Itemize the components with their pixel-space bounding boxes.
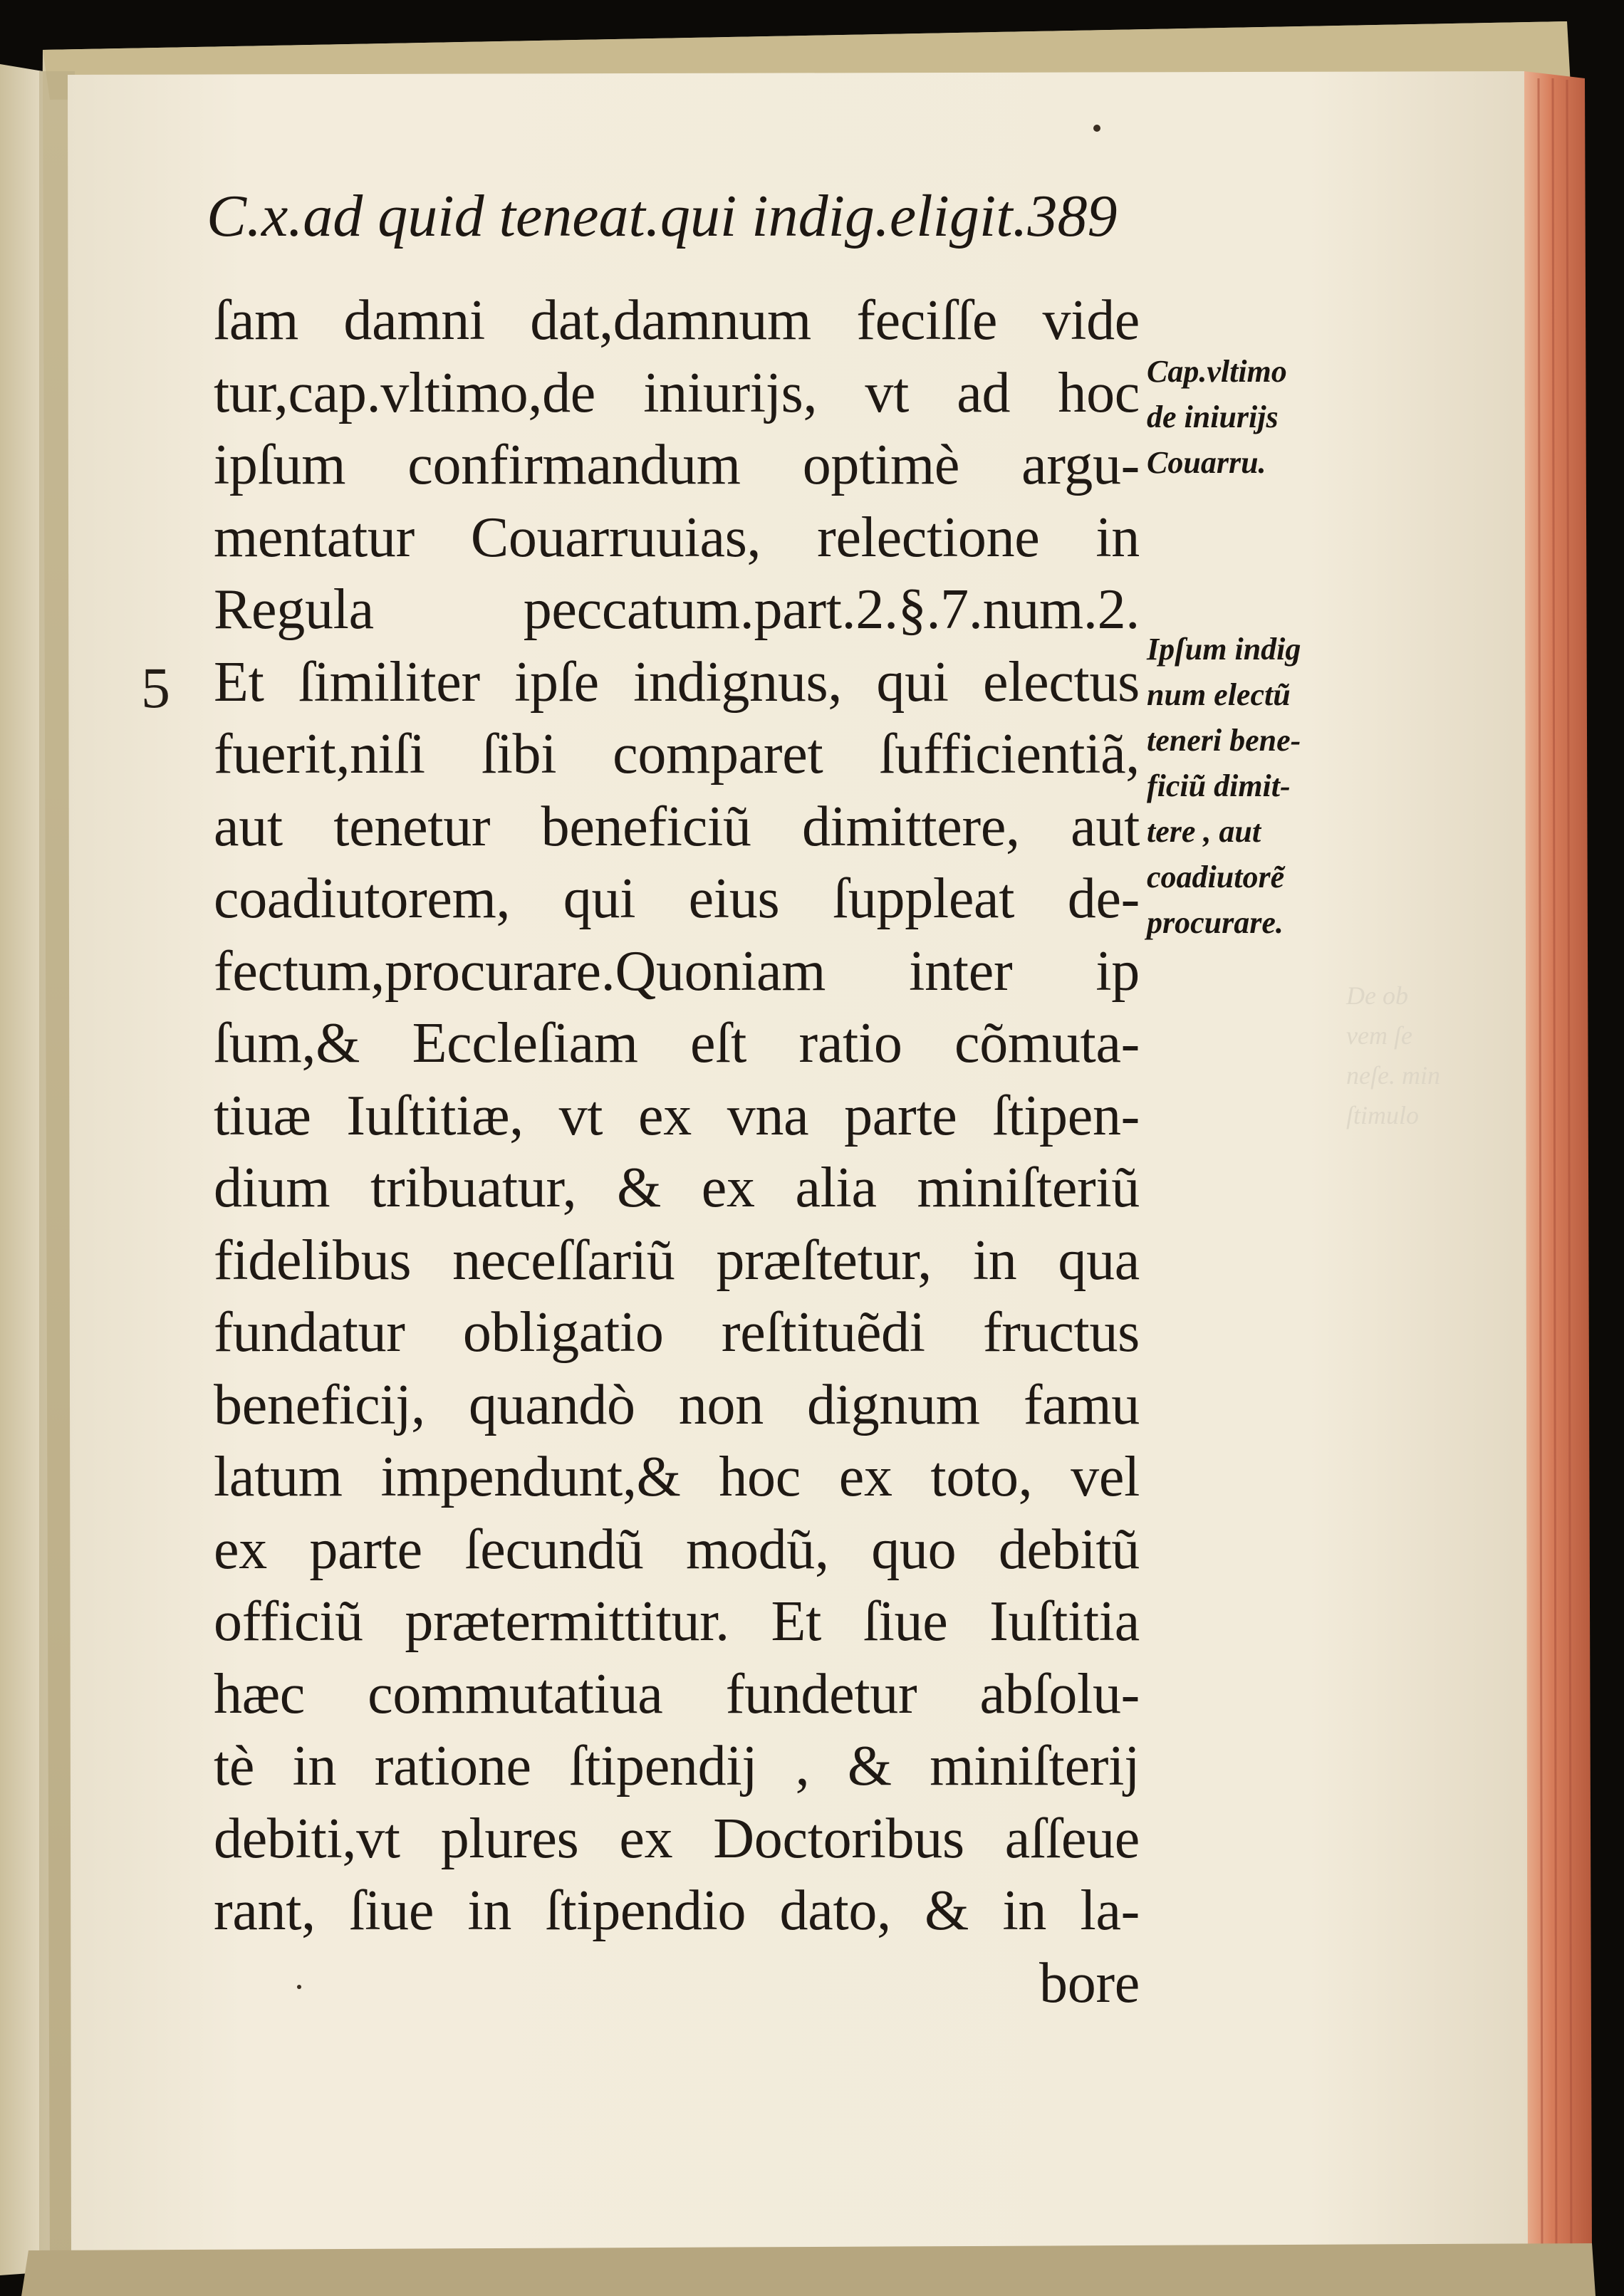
text-line: rant, ſiue in ſtipendio dato, & in la- [214, 1879, 1140, 1942]
text-line: ex parte ſecundũ modũ, quo debitũ [214, 1518, 1140, 1581]
text-line: tur,cap.vltimo,de iniurijs, vt ad hoc [214, 361, 1140, 424]
ink-speck [1093, 125, 1100, 132]
running-head [207, 183, 1118, 249]
text-line: fectum,procurare.Quoniam inter ip [214, 939, 1140, 1003]
margin-note-line: Cap.vltimo [1147, 354, 1287, 389]
show-through-line: ſtimulo [1346, 1101, 1420, 1129]
margin-note-line: num electũ [1147, 677, 1291, 712]
margin-note-line: ficiũ dimit- [1147, 768, 1291, 803]
margin-note [1147, 627, 1382, 946]
text-line: coadiutorem, qui eius ſuppleat de- [214, 867, 1140, 930]
text-line: tiuæ Iuſtitiæ, vt ex vna parte ſtipen- [214, 1084, 1140, 1147]
text-line: ipſum confirmandum optimè argu- [214, 434, 1140, 496]
margin-note-line: tere , aut [1147, 814, 1261, 849]
margin-note-line: de iniurijs [1147, 400, 1279, 434]
text-line: latum impendunt,& hoc ex toto, vel [214, 1446, 1140, 1508]
show-through-line: vem ſe [1346, 1021, 1412, 1050]
margin-note-line: procurare. [1147, 905, 1284, 940]
text-line: hæc commutatiua fundetur abſolu- [214, 1662, 1140, 1726]
bottom-board-edge [21, 2243, 1596, 2296]
text-line: beneficij, quandò non dignum famu [214, 1373, 1140, 1436]
margin-note-line: Couarru. [1147, 445, 1266, 480]
body-text [214, 285, 1140, 2020]
text-line: debiti,vt plures ex Doctoribus aſſeue [214, 1807, 1140, 1870]
show-through-text [1346, 976, 1467, 1135]
running-head-title: C.x.ad quid teneat.qui indig.eligit. [207, 183, 1028, 249]
text-line: fidelibus neceſſariũ præſtetur, in qua [214, 1228, 1140, 1292]
margin-note-line: teneri bene- [1147, 723, 1301, 758]
folio-number: 389 [1027, 183, 1118, 249]
text-line: Regula peccatum.part.2.§.7.num.2. [214, 578, 1140, 641]
margin-note-line: coadiutorẽ [1147, 860, 1285, 894]
margin-note [1147, 349, 1382, 486]
text-line: fuerit,niſi ſibi comparet ſufficientiã, [214, 723, 1140, 786]
text-line: Et ſimiliter ipſe indignus, qui electus [214, 650, 1140, 714]
text-line: ſum,& Eccleſiam eſt ratio cõmuta- [214, 1012, 1140, 1075]
show-through-line: neſe. min [1346, 1061, 1440, 1090]
text-line: officiũ prætermittitur. Et ſiue Iuſtitia [214, 1590, 1140, 1653]
margin-note-line: Ipſum indig [1147, 632, 1301, 667]
text-line: ſam damni dat,damnum feciſſe vide [214, 289, 1140, 352]
text-line: tè in ratione ſtipendij , & miniſterij [214, 1735, 1140, 1797]
fore-edge [1524, 71, 1592, 2258]
text-line: mentatur Couarruuias, relectione in [214, 506, 1140, 569]
show-through-line: De ob [1346, 981, 1408, 1010]
text-line: fundatur obligatio reſtituẽdi fructus [214, 1301, 1140, 1364]
text-line: aut tenetur beneficiũ dimittere, aut [214, 795, 1140, 858]
text-line: dium tribuatur, & ex alia miniſteriũ [214, 1157, 1140, 1219]
line-number: 5 [141, 655, 170, 720]
text-line: bore [1039, 1951, 1140, 2015]
